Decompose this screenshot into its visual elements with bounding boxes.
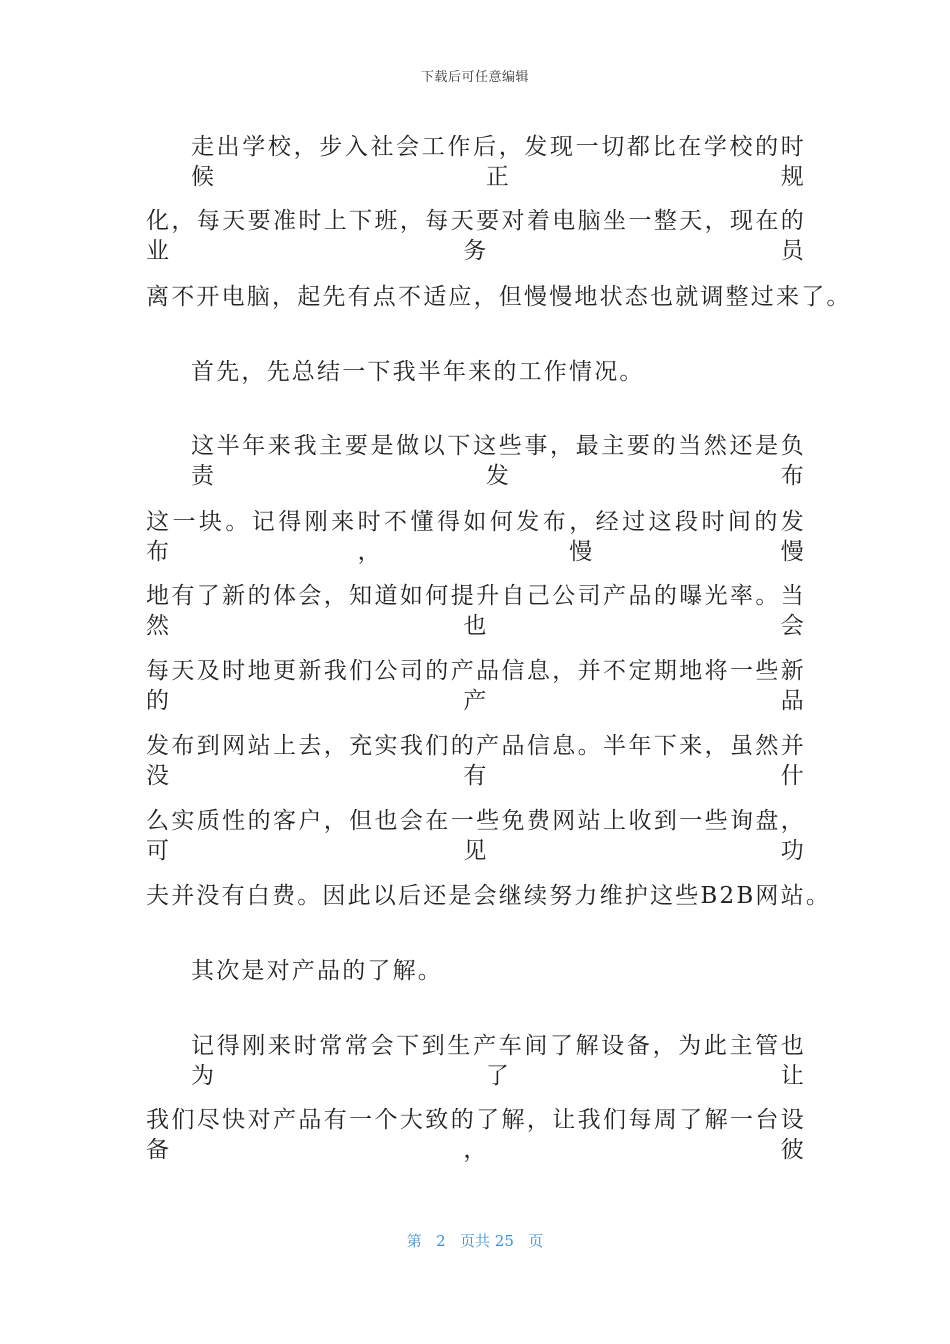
page-header: 下载后可任意编辑 [420, 70, 529, 85]
page-label-middle: 页共 [459, 1232, 490, 1250]
text-line: 离不开电脑，起先有点不适应，但慢慢地状态也就调整过来了。 [146, 284, 852, 310]
text-line: 这半年来我主要是做以下这些事，最主要的当然还是负责发布 [191, 433, 806, 489]
text-line: 我们尽快对产品有一个大致的了解，让我们每周了解一台设备，彼 [146, 1107, 806, 1163]
page-footer [0, 1230, 950, 1251]
text-line: 走出学校，步入社会工作后，发现一切都比在学校的时候正规 [191, 134, 806, 190]
text-line: 记得刚来时常常会下到生产车间了解设备，为此主管也为了让 [191, 1033, 806, 1089]
text-line: 发布到网站上去，充实我们的产品信息。半年下来，虽然并没有什 [146, 733, 806, 789]
total-pages-number: 25 [494, 1232, 514, 1250]
page-label-suffix: 页 [528, 1232, 544, 1250]
text-line: 其次是对产品的了解。 [191, 958, 443, 984]
page-label-prefix: 第 [406, 1232, 422, 1250]
text-line: 这一块。记得刚来时不懂得如何发布，经过这段时间的发布，慢慢 [146, 509, 806, 565]
text-line: 夫并没有白费。因此以后还是会继续努力维护这些B2B网站。 [146, 883, 832, 909]
text-line: 么实质性的客户，但也会在一些免费网站上收到一些询盘，可见功 [146, 808, 806, 864]
text-line: 化，每天要准时上下班，每天要对着电脑坐一整天，现在的业务员 [146, 208, 806, 264]
text-line: 地有了新的体会，知道如何提升自己公司产品的曝光率。当然也会 [146, 583, 806, 639]
current-page-number: 2 [436, 1232, 446, 1250]
text-line: 首先，先总结一下我半年来的工作情况。 [191, 359, 645, 385]
text-line: 每天及时地更新我们公司的产品信息，并不定期地将一些新的产品 [146, 658, 806, 714]
